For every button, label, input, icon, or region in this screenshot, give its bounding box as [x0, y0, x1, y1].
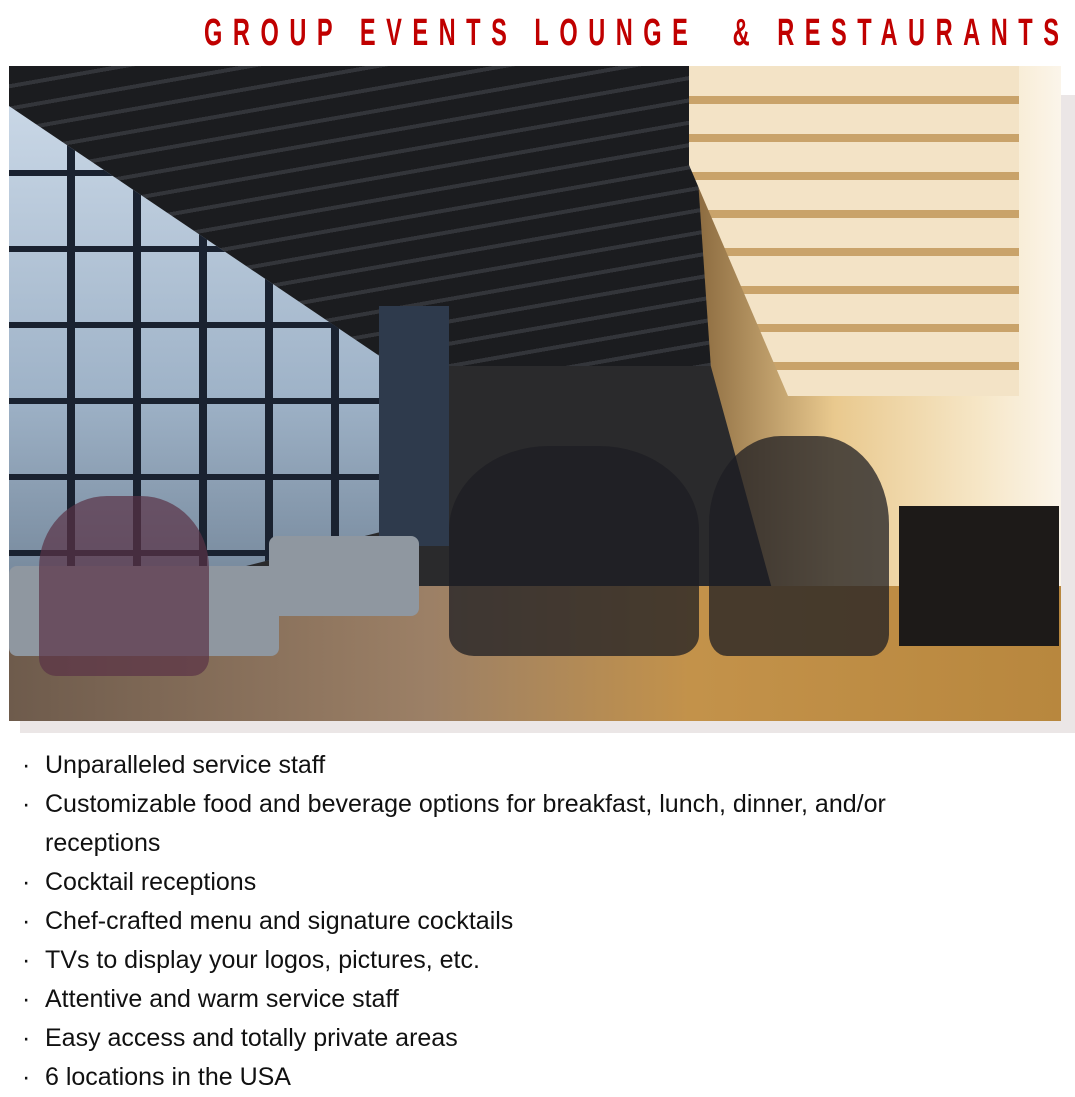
bullet-icon: ·	[22, 985, 31, 1013]
bullet-icon: ·	[22, 946, 31, 974]
bullet-icon: ·	[22, 751, 31, 779]
bullet-icon: ·	[22, 1063, 31, 1091]
list-item	[0, 1058, 1005, 1097]
lounge-photo	[9, 66, 1061, 721]
photo-counter	[899, 506, 1059, 646]
feature-text: Attentive and warm service staff	[45, 985, 399, 1013]
photo-people	[449, 446, 699, 656]
feature-text: Chef-crafted menu and signature cocktails	[45, 907, 514, 935]
page-title: GROUP EVENTS LOUNGE & RESTAURANTS	[204, 12, 1070, 54]
list-item	[0, 902, 1005, 941]
bullet-icon: ·	[22, 790, 31, 818]
feature-text: TVs to display your logos, pictures, etc.	[45, 946, 480, 974]
bullet-icon: ·	[22, 907, 31, 935]
photo-people	[39, 496, 209, 676]
list-item	[0, 980, 1005, 1019]
photo-people	[709, 436, 889, 656]
photo-wall	[379, 306, 449, 546]
feature-text: 6 locations in the USA	[45, 1063, 291, 1091]
list-item	[0, 941, 1005, 980]
feature-text: Unparalleled service staff	[45, 751, 326, 779]
list-item	[0, 785, 1005, 863]
photo-sofa	[269, 536, 419, 616]
bullet-icon: ·	[22, 1024, 31, 1052]
list-item	[0, 863, 1005, 902]
bullet-icon: ·	[22, 868, 31, 896]
feature-text: Customizable food and beverage options for breakfast, lunch, dinner, and/or receptions	[45, 790, 886, 857]
feature-list	[0, 746, 1075, 1097]
feature-text: Easy access and totally private areas	[45, 1024, 458, 1052]
feature-text: Cocktail receptions	[45, 868, 257, 896]
list-item	[0, 1019, 1005, 1058]
list-item	[0, 746, 1005, 785]
